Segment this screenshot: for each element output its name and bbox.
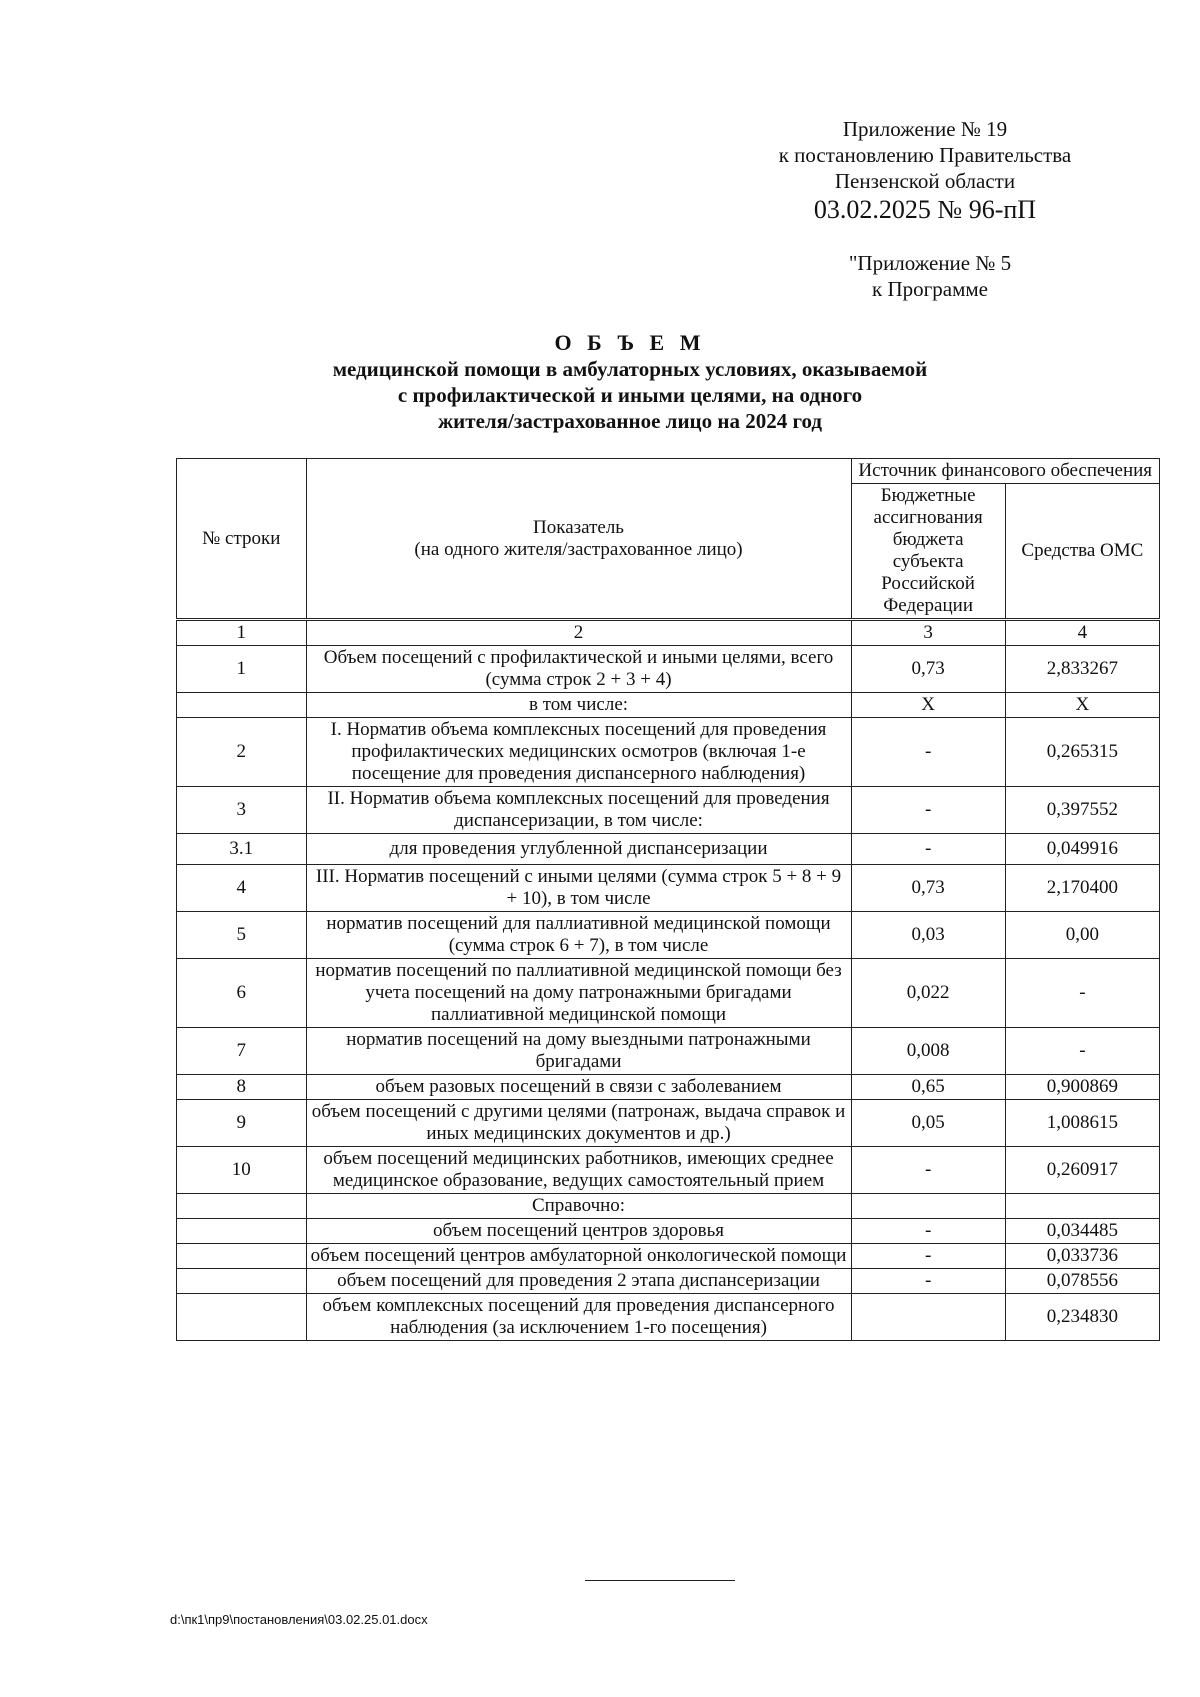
row-number: 8 [177,1075,307,1100]
row-label: объем посещений медицинских работников, имеющих среднее медицинское образование, ведущих самостоятельный прием [306,1147,851,1194]
row-budget: - [851,718,1005,787]
row-oms: 0,00 [1005,912,1159,959]
header-row-number-text: № строки [202,527,281,549]
table-row [177,787,1160,834]
row-oms: 0,234830 [1005,1294,1159,1341]
row-budget [851,1194,1005,1219]
column-number: 2 [306,620,851,646]
row-oms: 1,008615 [1005,1100,1159,1147]
row-budget: 0,05 [851,1100,1005,1147]
header-oms-text: Средства ОМС [1021,540,1144,561]
appendix-number: 03.02.2025 № 96-пП [813,195,1037,224]
row-label: Справочно: [306,1194,851,1219]
table-row [177,1294,1160,1341]
column-number: 4 [1005,620,1159,646]
row-label: I. Норматив объема комплексных посещений для проведения профилактических медицинских осмотров (включая 1-е посещение для проведения диспансерного наблюдения) [306,718,851,787]
row-budget: 0,03 [851,912,1005,959]
header-row [177,459,1160,484]
row-number: 9 [177,1100,307,1147]
table-row [177,1028,1160,1075]
table-row [177,1244,1160,1269]
header-budget-text: Бюджетные ассигнования бюджета субъекта Российской Федерации [873,485,983,616]
row-number: 1 [177,646,307,693]
header-source-text: Источник финансового обеспечения [858,460,1153,481]
row-label: объем посещений с другими целями (патронаж, выдача справок и иных медицинских документов и др.) [306,1100,851,1147]
volume-table [176,458,1160,1341]
row-oms: 0,034485 [1005,1219,1159,1244]
header-indicator-line: (на одного жителя/застрахованное лицо) [414,538,743,560]
table-row [177,693,1160,718]
row-oms: 0,078556 [1005,1269,1159,1294]
header-oms [1005,484,1159,620]
sub-appendix-line: к Программе [872,277,988,301]
file-path-footer: d:\пк1\пр9\постановления\03.02.25.01.docx [170,1612,428,1627]
row-number: 6 [177,959,307,1028]
row-oms: 0,049916 [1005,834,1159,865]
header-indicator-line: Показатель [533,516,624,538]
title-line: жителя/застрахованное лицо на 2024 год [437,409,823,433]
row-budget: - [851,1147,1005,1194]
row-number [177,1269,307,1294]
row-oms: 0,260917 [1005,1147,1159,1194]
row-budget: 0,73 [851,646,1005,693]
row-budget: 0,008 [851,1028,1005,1075]
row-oms [1005,1194,1159,1219]
row-label: объем разовых посещений в связи с заболеванием [306,1075,851,1100]
row-budget: - [851,1244,1005,1269]
row-label: Объем посещений с профилактической и иными целями, всего (сумма строк 2 + 3 + 4) [306,646,851,693]
row-oms: 0,900869 [1005,1075,1159,1100]
row-oms: 0,033736 [1005,1244,1159,1269]
row-number [177,1219,307,1244]
appendix-line: к постановлению Правительства [778,143,1072,167]
table-row [177,912,1160,959]
row-number: 7 [177,1028,307,1075]
row-number: 4 [177,865,307,912]
table-row [177,646,1160,693]
document-title [260,330,1000,434]
table-row [177,1100,1160,1147]
title-line: с профилактической и иными целями, на одного [397,383,863,407]
title-line: медицинской помощи в амбулаторных условиях, оказываемой [332,357,928,381]
row-oms: 2,170400 [1005,865,1159,912]
row-label: норматив посещений для паллиативной медицинской помощи (сумма строк 6 + 7), в том числе [306,912,851,959]
row-budget [851,1294,1005,1341]
table-row [177,1269,1160,1294]
table-row [177,1075,1160,1100]
row-budget: 0,022 [851,959,1005,1028]
row-label: III. Норматив посещений с иными целями (сумма строк 5 + 8 + 9 + 10), в том числе [306,865,851,912]
row-number: 10 [177,1147,307,1194]
row-oms: 2,833267 [1005,646,1159,693]
row-number: 3.1 [177,834,307,865]
row-number: 3 [177,787,307,834]
table-row [177,718,1160,787]
row-label: норматив посещений по паллиативной медицинской помощи без учета посещений на дому патронажными бригадами паллиативной медицинской помощи [306,959,851,1028]
row-budget: - [851,787,1005,834]
table-row [177,865,1160,912]
column-number: 3 [851,620,1005,646]
table-row [177,1219,1160,1244]
table-row [177,1147,1160,1194]
column-number: 1 [177,620,307,646]
row-oms: - [1005,1028,1159,1075]
row-label: объем посещений для проведения 2 этапа диспансеризации [306,1269,851,1294]
sub-appendix-block [800,250,1060,302]
row-number [177,693,307,718]
title-line: О Б Ъ Е М [554,330,706,355]
row-label: для проведения углубленной диспансеризации [306,834,851,865]
row-number [177,1294,307,1341]
row-label: норматив посещений на дому выездными патронажными бригадами [306,1028,851,1075]
row-number [177,1244,307,1269]
row-oms: Х [1005,693,1159,718]
row-budget: Х [851,693,1005,718]
table-row [177,834,1160,865]
table-row [177,1194,1160,1219]
header-row-number [177,459,307,620]
header-indicator [306,459,851,620]
row-budget: 0,65 [851,1075,1005,1100]
row-label: объем комплексных посещений для проведения диспансерного наблюдения (за исключением 1-го посещения) [306,1294,851,1341]
row-number: 2 [177,718,307,787]
row-label: в том числе: [306,693,851,718]
row-oms: 0,265315 [1005,718,1159,787]
row-budget: 0,73 [851,865,1005,912]
end-divider [585,1580,735,1581]
appendix-line: Пензенской области [834,169,1016,193]
appendix-line: Приложение № 19 [842,117,1008,141]
row-number [177,1194,307,1219]
row-oms: - [1005,959,1159,1028]
table-row [177,959,1160,1028]
row-budget: - [851,1219,1005,1244]
header-source-group [851,459,1160,484]
sub-appendix-line: "Приложение № 5 [848,251,1012,275]
row-budget: - [851,1269,1005,1294]
header-budget [851,484,1005,620]
row-number: 5 [177,912,307,959]
row-label: II. Норматив объема комплексных посещений для проведения диспансеризации, в том числе: [306,787,851,834]
row-label: объем посещений центров амбулаторной онкологической помощи [306,1244,851,1269]
row-budget: - [851,834,1005,865]
row-label: объем посещений центров здоровья [306,1219,851,1244]
row-oms: 0,397552 [1005,787,1159,834]
column-number-row [177,620,1160,646]
appendix-block [730,116,1120,226]
